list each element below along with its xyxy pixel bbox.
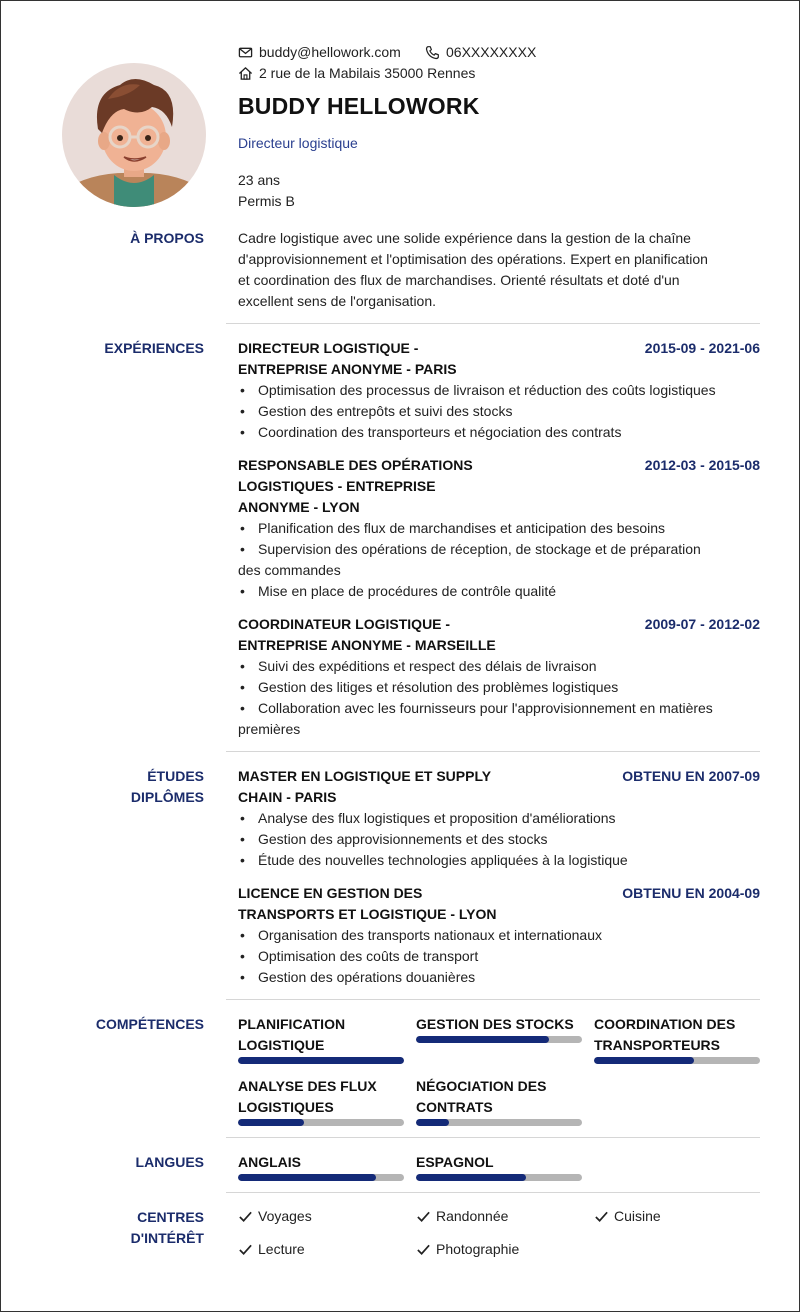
- language-level-bar: [238, 1174, 404, 1181]
- bullet-text: Étude des nouvelles technologies appliquées à la logistique: [258, 852, 628, 868]
- skill-name: [594, 1014, 760, 1056]
- language-level-fill: [238, 1174, 376, 1181]
- bullet-text: Optimisation des coûts de transport: [258, 948, 479, 964]
- section-label-interests: [54, 1207, 204, 1249]
- bullet-item: • Planification des flux de marchandises et anticipation des besoins: [240, 520, 666, 536]
- bullet-text: Coordination des transporteurs et négociation des contrats: [258, 424, 622, 440]
- entry-title-line: TRANSPORTS ET LOGISTIQUE - LYON: [238, 906, 497, 922]
- skill-level-fill: [594, 1057, 694, 1064]
- skill-name: [238, 1014, 404, 1056]
- about-line: Cadre logistique avec une solide expérience dans la gestion de la chaîne: [238, 230, 691, 246]
- skill-name-line: ANALYSE DES FLUX: [238, 1078, 377, 1094]
- entry-date: 2012-03 - 2015-08: [644, 457, 760, 473]
- check-icon: [594, 1209, 609, 1224]
- email-text: buddy@hellowork.com: [259, 44, 401, 60]
- skill-item: [238, 1076, 404, 1126]
- skill-name-line: COORDINATION DES: [594, 1016, 736, 1032]
- bullet-text: Planification des flux de marchandises et anticipation des besoins: [258, 520, 666, 536]
- experience-entry: [238, 614, 760, 740]
- skill-level-bar: [416, 1119, 582, 1126]
- about-line: excellent sens de l'organisation.: [238, 293, 437, 309]
- bullet-text: Collaboration avec les fournisseurs pour l'approvisionnement en matières: [258, 700, 713, 716]
- contact-phone: [425, 44, 536, 60]
- bullet-text: Gestion des entrepôts et suivi des stocks: [258, 403, 513, 419]
- language-level-fill: [416, 1174, 526, 1181]
- bullet-text: premières: [238, 721, 301, 737]
- entry-title-line: ANONYME - LYON: [238, 499, 360, 515]
- divider: [226, 323, 760, 324]
- interest-item: [416, 1208, 508, 1224]
- bullet-item: • Analyse des flux logistiques et proposition d'améliorations: [240, 810, 616, 826]
- entry-title-line: LICENCE EN GESTION DES: [238, 885, 423, 901]
- bullet-item: • Gestion des litiges et résolution des problèmes logistiques: [240, 679, 619, 695]
- skill-name: [416, 1014, 582, 1035]
- skill-item: [416, 1014, 582, 1043]
- bullet-text: Supervision des opérations de réception, de stockage et de préparation: [258, 541, 701, 557]
- entry-header: [238, 338, 760, 380]
- phone-text: 06XXXXXXXX: [446, 44, 537, 60]
- interest-label: Lecture: [258, 1241, 305, 1257]
- entry-title-line: COORDINATEUR LOGISTIQUE -: [238, 616, 451, 632]
- driving-license: Permis B: [238, 193, 295, 209]
- bullet-item: • Coordination des transporteurs et négociation des contrats: [240, 424, 622, 440]
- divider: [226, 999, 760, 1000]
- entry-title-line: ENTREPRISE ANONYME - PARIS: [238, 361, 457, 377]
- language-item: [238, 1152, 404, 1181]
- bullet-item: • Étude des nouvelles technologies appliquées à la logistique: [240, 852, 628, 868]
- section-label-line: DIPLÔMES: [130, 789, 204, 805]
- skill-level-bar: [416, 1036, 582, 1043]
- job-title: Directeur logistique: [238, 135, 358, 151]
- section-label-skills: COMPÉTENCES: [95, 1016, 204, 1032]
- entry-header: [238, 766, 760, 808]
- bullet-text: Gestion des opérations douanières: [258, 969, 476, 985]
- skill-name-line: LOGISTIQUES: [238, 1099, 334, 1115]
- skill-name-line: GESTION DES STOCKS: [416, 1016, 574, 1032]
- address-text: 2 rue de la Mabilais 35000 Rennes: [259, 65, 476, 81]
- entry-title-line: ENTREPRISE ANONYME - MARSEILLE: [238, 637, 496, 653]
- avatar: [62, 63, 206, 207]
- skill-name-line: CONTRATS: [416, 1099, 493, 1115]
- envelope-icon: [238, 45, 253, 60]
- entry-date: 2015-09 - 2021-06: [644, 340, 760, 356]
- entry-bullets: [238, 925, 760, 988]
- language-name: ESPAGNOL: [416, 1154, 494, 1170]
- check-icon: [238, 1209, 253, 1224]
- interest-item: [594, 1208, 661, 1224]
- education-entry: [238, 883, 760, 988]
- age: 23 ans: [238, 172, 281, 188]
- entry-header: [238, 455, 760, 518]
- skill-name-line: TRANSPORTEURS: [594, 1037, 721, 1053]
- skill-name-line: NÉGOCIATION DES: [416, 1078, 547, 1094]
- about-line: d'approvisionnement et l'optimisation des opérations. Expert en planification: [238, 251, 708, 267]
- experience-entry: [238, 338, 760, 443]
- language-name: ANGLAIS: [238, 1154, 301, 1170]
- bullet-item: • Supervision des opérations de réception, de stockage et de préparation des commandes: [238, 541, 701, 578]
- entry-bullets: [238, 808, 760, 871]
- check-icon: [238, 1242, 253, 1257]
- bullet-item: • Collaboration avec les fournisseurs pour l'approvisionnement en matières premières: [238, 700, 713, 737]
- interest-item: [416, 1241, 519, 1257]
- divider: [226, 1192, 760, 1193]
- phone-icon: [425, 45, 440, 60]
- entry-date: 2009-07 - 2012-02: [644, 616, 760, 632]
- bullet-text: Organisation des transports nationaux et internationaux: [258, 927, 602, 943]
- check-icon: [416, 1242, 431, 1257]
- check-icon: [416, 1209, 431, 1224]
- bullet-item: • Gestion des opérations douanières: [240, 969, 476, 985]
- contact-address: [238, 65, 475, 81]
- bullet-text: Suivi des expéditions et respect des délais de livraison: [258, 658, 597, 674]
- avatar-illustration: [62, 63, 206, 207]
- skill-level-fill: [416, 1036, 549, 1043]
- entry-header: [238, 614, 760, 656]
- candidate-name: BUDDY HELLOWORK: [238, 93, 480, 119]
- section-label-line: ÉTUDES: [147, 768, 204, 784]
- bullet-item: • Optimisation des processus de livraison et réduction des coûts logistiques: [240, 382, 716, 398]
- home-icon: [238, 66, 253, 81]
- language-item: [416, 1152, 582, 1181]
- interest-item: [238, 1208, 312, 1224]
- divider: [226, 751, 760, 752]
- skill-level-fill: [416, 1119, 449, 1126]
- bullet-text: Mise en place de procédures de contrôle qualité: [258, 583, 557, 599]
- section-label-education: [54, 766, 204, 808]
- education-entry: [238, 766, 760, 871]
- interest-label: Voyages: [258, 1208, 312, 1224]
- experience-entry: [238, 455, 760, 602]
- skill-name: [238, 1076, 404, 1118]
- interest-label: Photographie: [436, 1241, 520, 1257]
- interest-label: Cuisine: [614, 1208, 661, 1224]
- language-level-bar: [416, 1174, 582, 1181]
- section-label-line: D'INTÉRÊT: [130, 1230, 204, 1246]
- interest-item: [238, 1241, 305, 1257]
- bullet-text: Gestion des approvisionnements et des stocks: [258, 831, 548, 847]
- entry-bullets: [238, 656, 760, 740]
- entry-bullets: [238, 380, 760, 443]
- bullet-text: des commandes: [238, 562, 341, 578]
- section-label-languages: LANGUES: [135, 1154, 204, 1170]
- divider: [226, 1137, 760, 1138]
- skill-item: [416, 1076, 582, 1126]
- entry-date: OBTENU EN 2007-09: [622, 768, 760, 784]
- entry-title-line: CHAIN - PARIS: [238, 789, 337, 805]
- skill-item: [594, 1014, 760, 1064]
- skill-level-bar: [594, 1057, 760, 1064]
- bullet-item: • Mise en place de procédures de contrôle qualité: [240, 583, 557, 599]
- bullet-item: • Organisation des transports nationaux et internationaux: [240, 927, 602, 943]
- entry-title-line: LOGISTIQUES - ENTREPRISE: [238, 478, 436, 494]
- skill-name-line: LOGISTIQUE: [238, 1037, 325, 1053]
- entry-title-line: RESPONSABLE DES OPÉRATIONS: [238, 457, 473, 473]
- entry-header: [238, 883, 760, 925]
- entry-title-line: MASTER EN LOGISTIQUE ET SUPPLY: [238, 768, 492, 784]
- contact-email: [238, 44, 401, 60]
- section-label-about: À PROPOS: [130, 230, 204, 246]
- entry-bullets: [238, 518, 760, 602]
- bullet-text: Optimisation des processus de livraison et réduction des coûts logistiques: [258, 382, 716, 398]
- skill-name: [416, 1076, 582, 1118]
- skill-level-fill: [238, 1119, 304, 1126]
- bullet-item: • Suivi des expéditions et respect des délais de livraison: [240, 658, 597, 674]
- entry-title-line: DIRECTEUR LOGISTIQUE -: [238, 340, 419, 356]
- bullet-text: Analyse des flux logistiques et proposition d'améliorations: [258, 810, 616, 826]
- bullet-item: • Optimisation des coûts de transport: [240, 948, 479, 964]
- bullet-item: • Gestion des approvisionnements et des stocks: [240, 831, 548, 847]
- skill-level-bar: [238, 1057, 404, 1064]
- skill-level-bar: [238, 1119, 404, 1126]
- about-text: [238, 228, 760, 312]
- interest-label: Randonnée: [436, 1208, 509, 1224]
- section-label-experiences: EXPÉRIENCES: [104, 340, 204, 356]
- bullet-text: Gestion des litiges et résolution des problèmes logistiques: [258, 679, 619, 695]
- bullet-item: • Gestion des entrepôts et suivi des stocks: [240, 403, 513, 419]
- skill-item: [238, 1014, 404, 1064]
- skill-level-fill: [238, 1057, 404, 1064]
- entry-date: OBTENU EN 2004-09: [622, 885, 760, 901]
- section-label-line: CENTRES: [137, 1209, 204, 1225]
- skill-name-line: PLANIFICATION: [238, 1016, 346, 1032]
- about-line: et coordination des flux de marchandises. Orienté résultats et doté d'un: [238, 272, 680, 288]
